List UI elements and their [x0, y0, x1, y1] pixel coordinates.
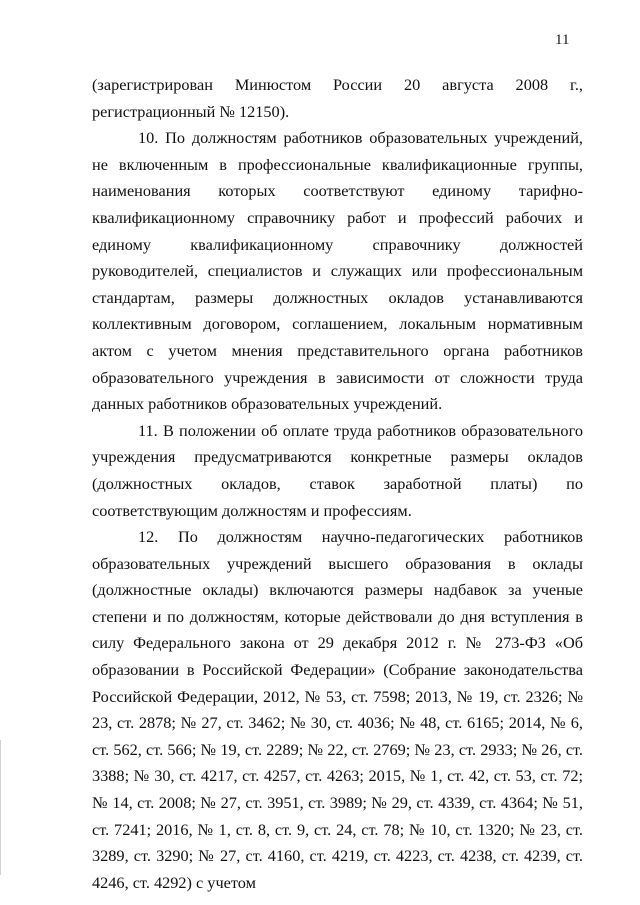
- paragraph-item-12: 12. По должностям научно-педагогических работников образовательных учреждений высшего образования в оклады (должностные оклады) включаются размеры надбавок за ученые степени и по должностям, которые действовали до дня вступления в силу Федерального закона от 29 декабря 2012 г. № 273-ФЗ «Об образовании в Российской Федерации» (Собрание законодательства Российской Федерации, 2012, № 53, ст. 7598; 2013, № 19, ст. 2326; № 23, ст. 2878; № 27, ст. 3462; № 30, ст. 4036; № 48, ст. 6165; 2014, № 6, ст. 562, ст. 566; № 19, ст. 2289; № 22, ст. 2769; № 23, ст. 2933; № 26, ст. 3388; № 30, ст. 4217, ст. 4257, ст. 4263; 2015, № 1, ст. 42, ст. 53, ст. 72; № 14, ст. 2008; № 27, ст. 3951, ст. 3989; № 29, ст. 4339, ст. 4364; № 51, ст. 7241; 2016, № 1, ст. 8, ст. 9, ст. 24, ст. 78; № 10, ст. 1320; № 23, ст. 3289, ст. 3290; № 27, ст. 4160, ст. 4219, ст. 4223, ст. 4238, ст. 4239, ст. 4246, ст. 4292) с учетом: [92, 527, 583, 892]
- paragraph-continuation: (зарегистрирован Минюстом России 20 августа 2008 г., регистрационный № 12150).: [92, 75, 583, 121]
- page-number: 11: [555, 32, 570, 48]
- page-edge-shadow: [0, 740, 1, 875]
- paragraph-item-10: 10. По должностям работников образовательных учреждений, не включенным в профессиональные квалификационные группы, наименования которых соответствуют единому тарифно-квалификационному справочнику работ и профессий рабочих и единому квалификационному справочнику должностей руководителей, специалистов и служащих или профессиональным стандартам, размеры должностных окладов устанавливаются коллективным договором, соглашением, локальным нормативным актом с учетом мнения представительного органа работников образовательного учреждения в зависимости от сложности труда данных работников образовательных учреждений.: [92, 128, 583, 414]
- paragraph-item-11: 11. В положении об оплате труда работников образовательного учреждения предусматриваются конкретные размеры окладов (должностных окладов, ставок заработной платы) по соответствующим должностям и профессиям.: [92, 420, 583, 520]
- document-body: [92, 72, 583, 896]
